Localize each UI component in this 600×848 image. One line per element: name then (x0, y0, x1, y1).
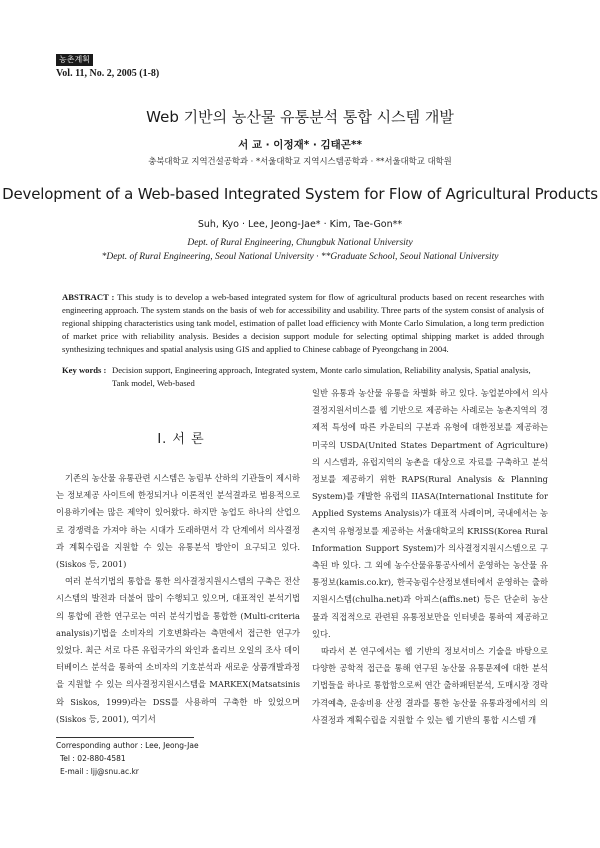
right-column (312, 385, 548, 729)
correspondence-footnote (56, 739, 199, 778)
section-title-introduction: I. 서 론 (157, 432, 205, 447)
title-korean: Web 기반의 농산물 유통분석 통합 시스템 개발 (146, 108, 454, 126)
paragraph: 기존의 농산물 유통관련 시스템은 농림부 산하의 기관들이 제시하는 정보제공 사이트에 한정되거나 이론적인 분석결과로 범용적으로 이용하기에는 많은 제약이 있어왔다. 하지만 농업도 하나의 산업으로 경쟁력을 가져야 하는 시대가 도래하면서 각 단계에서 의사결정과 계획수립을 지원할 수 있는 유통분석 방안이 요구되고 있다.(Siskos 등, 2001) (56, 473, 300, 570)
corresponding-tel: Tel : 02-880-4581 (60, 754, 126, 763)
affiliation-english-1: Dept. of Rural Engineering, Chungbuk National University (187, 238, 413, 248)
authors-english: Suh, Kyo · Lee, Jeong-Jae* · Kim, Tae-Gon** (197, 219, 403, 230)
journal-tag: 농촌계획 (56, 54, 93, 66)
corresponding-email: E-mail : ljj@snu.ac.kr (60, 767, 139, 776)
paragraph: 여러 분석기법의 통합을 통한 의사결정지원시스템의 구축은 전산시스템의 발전과 더불어 많이 수행되고 있으며, 대표적인 분석기법의 통합에 관한 연구로는 여러 분석기법을 통합한 (Multi-criteria analysis)기법을 소비자의 기호변화라는 측면에서 접근한 연구가 있었다. 최근 서로 다른 유럽국가의 와인과 올리브 오일의 조사 데이터베이스 분석을 통하여 소비자의 기호분석과 새로운 상품개발과정을 지원할 수 있는 의사결정지원시스템을 MARKEX(Matsatsinis와 Siskos, 1999)라는 DSS를 사용하여 구축한 바 있었으며(Siskos 등, 2001), 여기서 (56, 576, 300, 724)
affiliation-english-2: *Dept. of Rural Engineering, Seoul National University · **Graduate School, Seoul National University (101, 252, 499, 262)
authors-korean: 서 교 · 이정재* · 김태곤** (238, 139, 362, 151)
left-column (56, 470, 300, 728)
footnote-divider (56, 737, 194, 738)
keywords-label: Key words : (62, 365, 107, 375)
abstract (62, 291, 544, 356)
affiliations-korean: 충북대학교 지역건설공학과 · *서울대학교 지역시스템공학과 · **서울대학교 대학원 (148, 156, 452, 166)
keywords-text: Decision support, Engineering approach, Integrated system, Monte carlo simulation, Reliability analysis, Spatial analysis, Tank model, Web-based (112, 365, 531, 388)
abstract-label: ABSTRACT : (62, 292, 115, 302)
volume-info: Vol. 11, No. 2, 2005 (1-8) (56, 68, 160, 79)
corresponding-author: Corresponding author : Lee, Jeong-Jae (56, 741, 199, 750)
paragraph: 일반 유통과 농산물 유통을 차별화 하고 있다. 농업분야에서 의사결정지원서비스를 웹 기반으로 제공하는 사례로는 농촌지역의 경제적 특성에 따른 카운티의 구분과 유형에 대한정보를 제공하는 미국의 USDA(United States Department of Agriculture)의 시스템과, 유럽지역의 농촌을 대상으로 자료를 구축하고 분석정보를 제공하기 위한 RAPS(Rural Analysis & Planning System)를 개발한 유럽의 IIASA(International Institute for Applied Systems Analysis)가 대표적 사례이며, 국내에서는 농촌지역 유형정보를 제공하는 서울대학교의 KRISS(Korea Rural Information Support System)가 의사결정지원시스템으로 구축된 바 있다. 그 외에 농수산물유통공사에서 운영하는 농산물 유통정보(kamis.co.kr), 한국농림수산정보센터에서 운영하는 출하지원시스템(chulha.net)과 아피스(affis.net) 등은 단순히 농산물과 직접적으로 관련된 유통정보만을 인터넷을 통하여 제공하고 있다. (312, 388, 548, 639)
title-english: Development of a Web-based Integrated System for Flow of Agricultural Products (2, 185, 598, 203)
abstract-text: This study is to develop a web-based integrated system for flow of agricultural products based on recent researches with engineering approach. The system stands on the basis of web for accessibility and usability. Three parts of the system consist of analysis of regional shipping characteristics using tank model, estimation of pallet load efficiency with Monte Carlo Simulation, a long term prediction of market price with reliability analysis. Besides a decision support module for selecting optimal shipping market is added through synthesizing techniques and spatial analysis using GIS and applied to Chinese cabbage of Pyeongchang in 2004. (62, 292, 544, 354)
paragraph: 따라서 본 연구에서는 웹 기반의 정보서비스 기술을 바탕으로 다양한 공학적 접근을 통해 연구된 농산물 유통문제에 대한 분석기법들을 하나로 통합함으로써 연간 출하패턴분석, 도매시장 경락가격예측, 운송비용 산정 결과를 통한 농산물 유통과정에서의 의사결정과 계획수립을 지원할 수 있는 웹 기반의 통합 시스템 개 (312, 646, 548, 725)
